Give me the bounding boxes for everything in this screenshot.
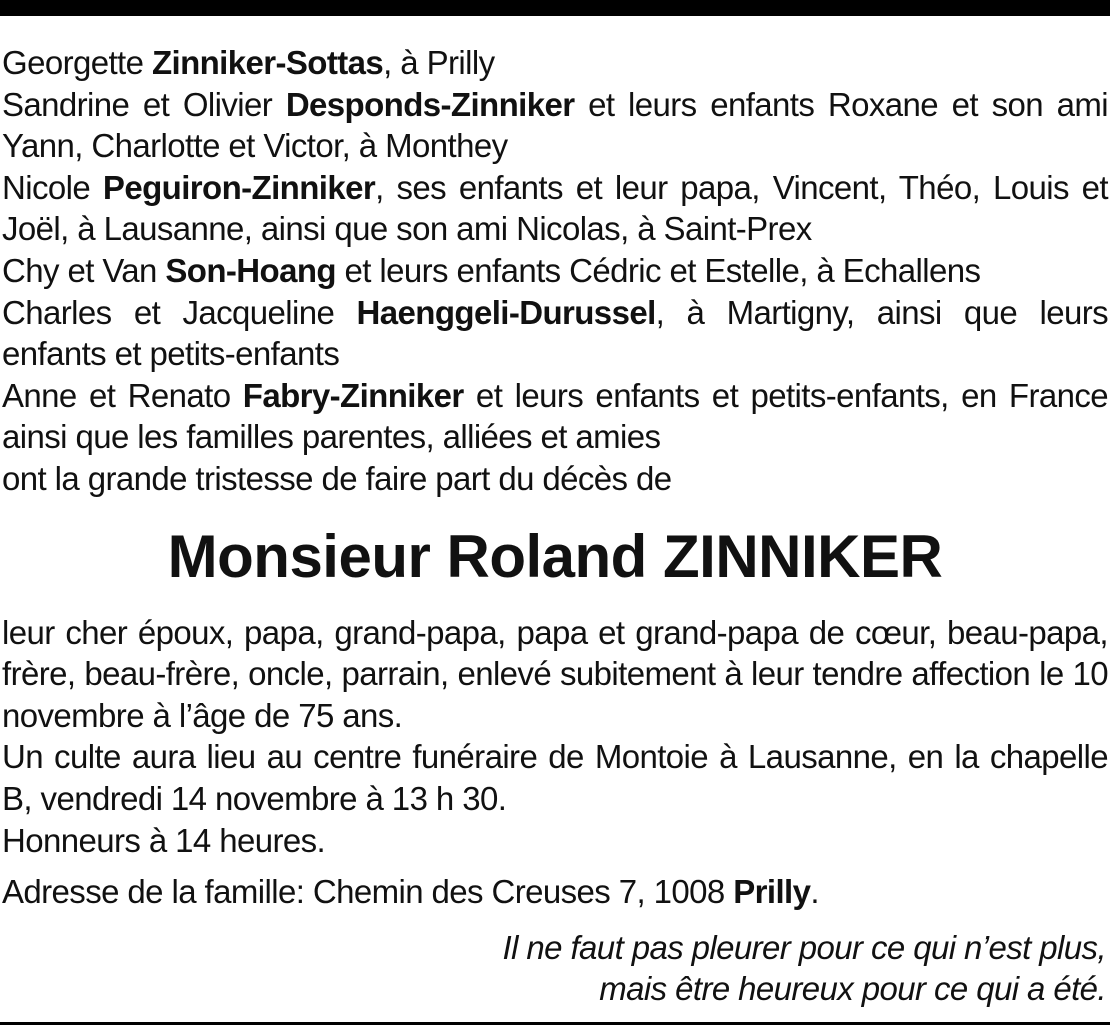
deceased-name: Monsieur Roland ZINNIKER: [167, 522, 943, 590]
closing-quote: [2, 927, 1106, 1010]
quote-line-2: mais être heureux pour ce qui a été.: [599, 970, 1106, 1008]
quote-line-1: Il ne faut pas pleurer pour ce qui n’est plus,: [502, 928, 1106, 966]
family-entry: Charles et Jacqueline Haenggeli-Durussel, à Martigny, ainsi que leurs enfants et petits-enfants: [2, 293, 1108, 373]
service-details: Un culte aura lieu au centre funéraire de Montoie à Lausanne, en la chapelle B, vendredi 14 novembre à 13 h 30.: [2, 738, 1108, 817]
top-border-rule: [0, 0, 1110, 16]
family-surname: Son-Hoang: [165, 251, 336, 289]
announcement-line: ont la grande tristesse de faire part du décès de: [2, 459, 672, 497]
family-entry: Sandrine et Olivier Desponds-Zinniker et leurs enfants Roxane et son ami Yann, Charlotte et Victor, à Monthey: [2, 85, 1109, 165]
family-entry: Nicole Peguiron-Zinniker, ses enfants et leur papa, Vincent, Théo, Louis et Joël, à Lausanne, ainsi que son ami Nicolas, à Saint-Prex: [2, 168, 1108, 248]
family-entry: Georgette Zinniker-Sottas, à Prilly: [2, 44, 495, 81]
address-town: Prilly: [733, 873, 811, 911]
family-address: Adresse de la famille: Chemin des Creuses 7, 1008 Prilly.: [2, 873, 819, 911]
honours-text: Honneurs à 14 heures.: [2, 821, 326, 859]
family-surname: Zinniker-Sottas: [151, 44, 384, 81]
family-surname: Haenggeli-Durussel: [356, 293, 656, 331]
bottom-border-rule: [0, 1022, 1110, 1025]
family-surname: Peguiron-Zinniker: [102, 168, 376, 206]
family-surname: Fabry-Zinniker: [242, 376, 464, 414]
tribute-text: leur cher époux, papa, grand-papa, papa et grand-papa de cœur, beau-papa, frère, beau-frère, oncle, parrain, enlevé subitement à leur tendre affection le 10 novembre à l’âge de 75 ans.: [2, 613, 1108, 734]
obituary-notice: [2, 42, 1108, 1010]
family-entry: Anne et Renato Fabry-Zinniker et leurs enfants et petits-enfants, en France ainsi que les familles parentes, alliées et amies: [2, 376, 1109, 456]
family-entry: Chy et Van Son-Hoang et leurs enfants Cédric et Estelle, à Echallens: [2, 251, 981, 289]
family-surname: Desponds-Zinniker: [285, 85, 575, 123]
notice-body: [2, 612, 1108, 862]
family-list: [2, 42, 1108, 458]
